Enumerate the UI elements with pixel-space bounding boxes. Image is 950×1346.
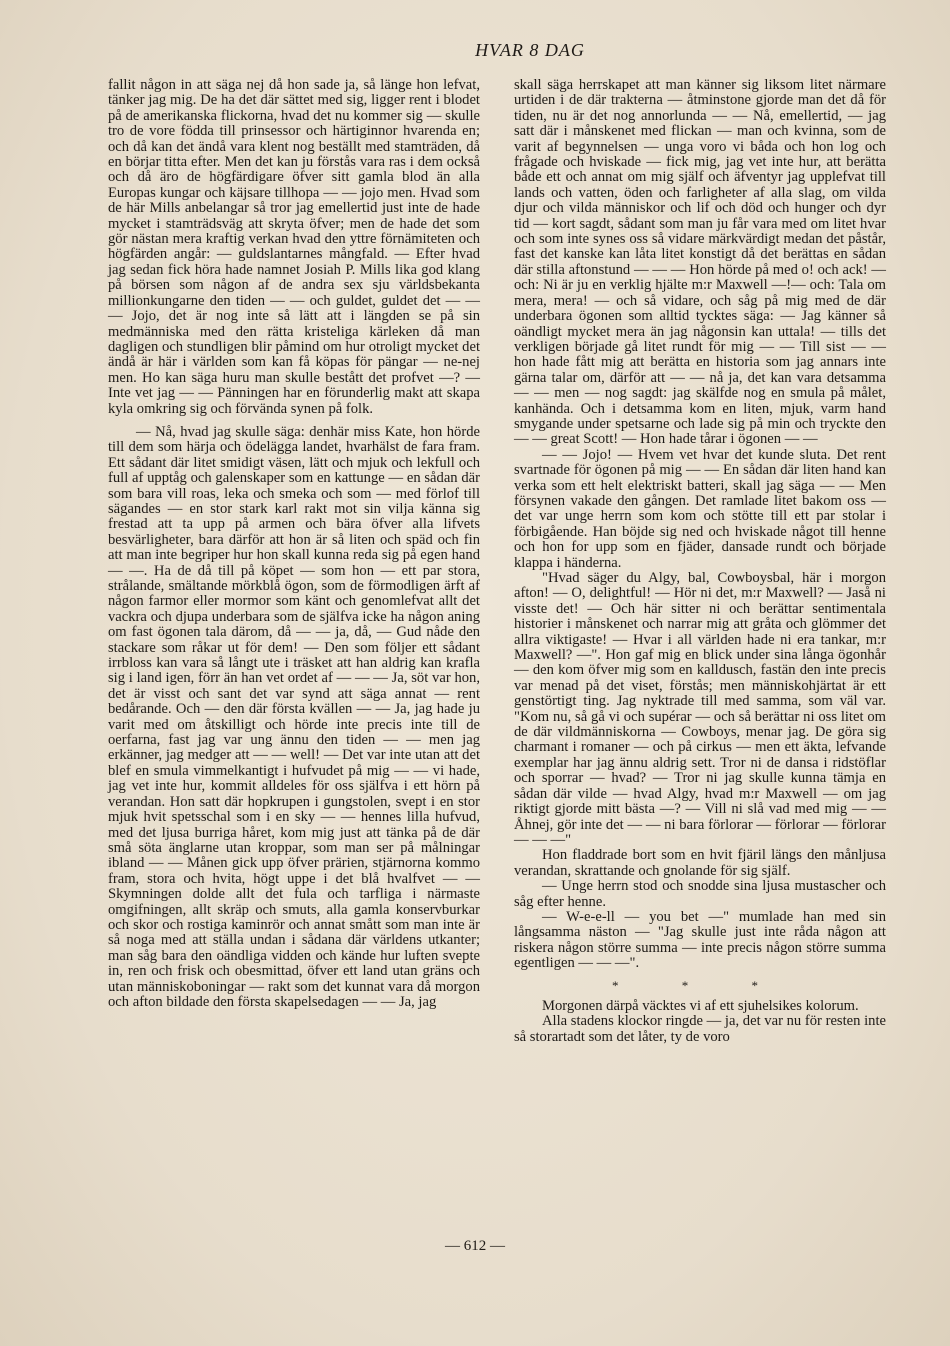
section-break: * * *: [612, 977, 788, 993]
paragraph: skall säga herrskapet att man känner sig liksom litet närmare urtiden i de där trakterna — åtminstone gjorde man det då för tiden, nu är det nog annorlunda — — Nå, emellertid, — jag satt där i månskenet med flickan — man och kvinna, som de varit af begynnelsen — unga voro vi båda och hon log och frågade och hviskade — fick mig, jag vet inte hur, att berätta både ett och annat om mig själf och äfventyr jag upplefvat till lands och vatten, öden och farligheter af alla slag, om vilda djur och vilda människor och lif och död och hunger och dyr tid — kort sagdt, sådant som man ju får vara med om litet hvar och som inte synes oss så vidare märkvärdigt medan det påstår, fast det kanske kan låta litet konstigt då det berättas en sådan där stilla aftonstund — — — Hon hörde på med o! och ack! — och: Ni är ju en verklig hjälte m:r Maxwell —!— och: Tala om mera, mera! — och så vidare, och såg på mig med de där underbara ögonen som alltid tycktes säga: — Jag känner så oändligt mycket mera än jag någonsin kan uttala! — tills det verkligen började gå litet rundt för mig — — Till sist — — hon hade fått mig att berätta en historia som jag annars inte gärna talar om, därför att — — nå ja, det kan vara detsamma — — men — nog sagdt: jag skälfde nog en smula på målet, kanhända. Och i detsamma kom en liten, mjuk, varm hand smygande under spetsarne och lade sig på min och tryckte den — — great Scott! — Hon hade tårar i ögonen — —: [514, 77, 886, 448]
right-column: [514, 78, 886, 1045]
paragraph: fallit någon in att säga nej då hon sade ja, så länge hon lefvat, tänker jag mig. De ha det där sättet med sig, ligger rent i blodet på de amerikanska flickorna, hvad det nu kommer sig — skulle tro de vore födda till prinsessor och härtiginnor hvarenda en; och då kan det ändå vara klent nog beställt med stamträden, då en börjar titta efter. Men det kan ju förstås vara ras i dem också och då äro de högfärdigare öfver sitt gamla blod än alla Europas kungar och käjsare tillhopa — — jojo men. Hvad som de här Mills anbelangar så tror jag emellertid just inte de hade mycket i stamträdsväg att skryta öfver; men de hade det som gör nästan mera kraftig verkan hvad den yttre förnämiteten och högfärden angår: — guldslantarnes mångfald. — Efter hvad jag sedan fick höra hade namnet Josiah P. Mills lika god klang på börsen som någon af de andra sex sju världsbekanta millionkungarne den tiden — — och guldet, guldet det — — — Jojo, det är nog inte så lätt att i längden se på sin medmänniska med den rätta kristeliga kärleken då man dagligen och stundligen blir påmind om hur otroligt mycket det ändå är här i världen som kan få köpas för pängar — ne-nej men. Ho kan säga huru man skulle bestått det profvet —? — Inte vet jag — — Pänningen har en förunderlig makt att skapa kyla omkring sig och förvända synen på folk.: [108, 77, 480, 417]
paragraph: Alla stadens klockor ringde — ja, det var nu för resten inte så storartadt som det låter, ty de voro: [514, 1013, 886, 1045]
running-header: HVAR 8 DAG: [475, 40, 585, 60]
paragraph: Hon fladdrade bort som en hvit fjäril längs den månljusa verandan, skrattande och gnolande för sig själf.: [514, 847, 886, 879]
paragraph: Morgonen därpå väcktes vi af ett sjuhelsikes kolorum.: [542, 997, 859, 1014]
left-column: [108, 78, 480, 1010]
paragraph: — — Jojo! — Hvem vet hvar det kunde sluta. Det rent svartnade för ögonen på mig — — En sådan där liten hand kan verka som ett helt elektriskt batteri, skall jag säga — — Men försynen vakade den gången. Det ramlade litet bakom oss — det var unge herrn som kom och stötte till ett par stolar i förbigående. Han böjde sig ned och hviskade något till henne och hon for upp som en fjäder, dansade rundt och började klappa i händerna.: [514, 446, 886, 571]
paragraph: "Hvad säger du Algy, bal, Cowboysbal, här i morgon afton! — O, delightful! — Hör ni det, m:r Maxwell? — Jaså ni visste det! — Och här sitter ni och berättar sentimentala historier i månskenet och narrar mig att gråta och glömmer det allra viktigaste! — Hvar i all världen hade ni era tankar, m:r Maxwell? —". Hon gaf mig en blick under sina långa ögonhår — den kom öfver mig som en kalldusch, fastän den inte precis var menad på det viset, förstås; men människohjärtat är ett genstörtigt ting. Jag nyktrade till med samma, som väl var. "Kom nu, så gå vi och supérar — och så berättar ni oss litet om de där vildmänniskorna — Cowboys, menar jag. De göra sig charmant i romaner — och på cirkus — men ett äkta, lefvande exemplar har jag ännu aldrig sett. Tror ni de dansa i ridstöflar och sporrar — hvad? — Tror ni jag skulle kunna tämja en sådan där vilde — hvad Algy, hvad m:r Maxwell — om jag riktigt gjorde mitt bästa —? — Vill ni slå vad med mig — — Åhnej, gör inte det — — ni bara förlorar — förlorar — förlorar — — —": [514, 570, 886, 848]
page-number: — 612 —: [445, 1238, 505, 1254]
paragraph: — Nå, hvad jag skulle säga: denhär miss Kate, hon hörde till dem som härja och ödelägga landet, hvarhälst de fara fram. Ett sådant där litet smidigt väsen, lätt och mjuk och lekfull och full af upptåg och galenskaper som en kattunge — en sådan där som bara vill roas, leka och smeka och som — med förlof till sägandes — en stor stark karl rakt mot sin vilja känna sig frestad att ta upp på armen och bära öfver alla lifvets besvärligheter, bara därför att hon är så liten och späd och fin att man inte begriper hur hon skall kunna reda sig på egen hand — —. Ha de då till på köpet — som hon — ett par stora, strålande, smältande mörkblå ögon, som de förmodligen ärft af någon farmor eller mormor som känt och genomlefvat allt det vackra och djupa underbara som de själfva icke ha någon aning om fast ögonen tala därom, då — — ja, då, — Gud nåde den stackare som råkar ut för dem! — Den som följer ett sådant irrbloss kan vara så långt ute i träsket att han aldrig kan krafla sig i land igen, förr än han vet ordet af — — — Ja, söt var hon, det är visst och sant det var synd att säga annat — rent bedårande. Och — den där första kvällen — — Ja, jag hade ju varit med om åtskilligt och hörde inte precis inte till de oerfarna, fast jag var ung ännu den tiden — — men jag erkänner, jag medger att — — well! — Det var inte utan att det blef en smula vimmelkantigt i hufvudet på mig — — vi hade, jag vet inte hur, kommit alldeles för oss själfva i ett hörn på verandan. Hon satt där hopkrupen i gungstolen, svept i en stor mjuk hvit spetsschal som i en sky — — hennes lilla hufvud, med det ljusa burriga håret, kom mig just att tänka på de där små söta änglarne utan kroppar, som man ser på målningar ibland — — Månen gick upp öfver prärien, stjärnorna kommo fram, stora och hvita, högt uppe i det blå hvalfvet — — Skymningen dolde allt det fula och tarfliga i närmaste omgifningen, allt skräp och smuts, alla gamla konservburkar och skor och rostiga kaminrör och annat smått som man inte är så noga med att ställa undan i sådana där världens utkanter; man såg bara den oändliga vidden och kände hur luften svepte in, ren och frisk och obesmittad, öfver ett land utan gräns och utan människoboningar — rakt som det kunnat vara då morgon och afton bildade den första skapelsedagen — — Ja, jag: [108, 423, 480, 1010]
paragraph: — Unge herrn stod och snodde sina ljusa mustascher och såg efter henne.: [514, 878, 886, 910]
paragraph: — W-e-e-ll — you bet —" mumlade han med sin långsamma näston — "Jag skulle just inte råda någon att riskera någon större summa — inte precis någon större summa egentligen — — —".: [514, 908, 886, 972]
